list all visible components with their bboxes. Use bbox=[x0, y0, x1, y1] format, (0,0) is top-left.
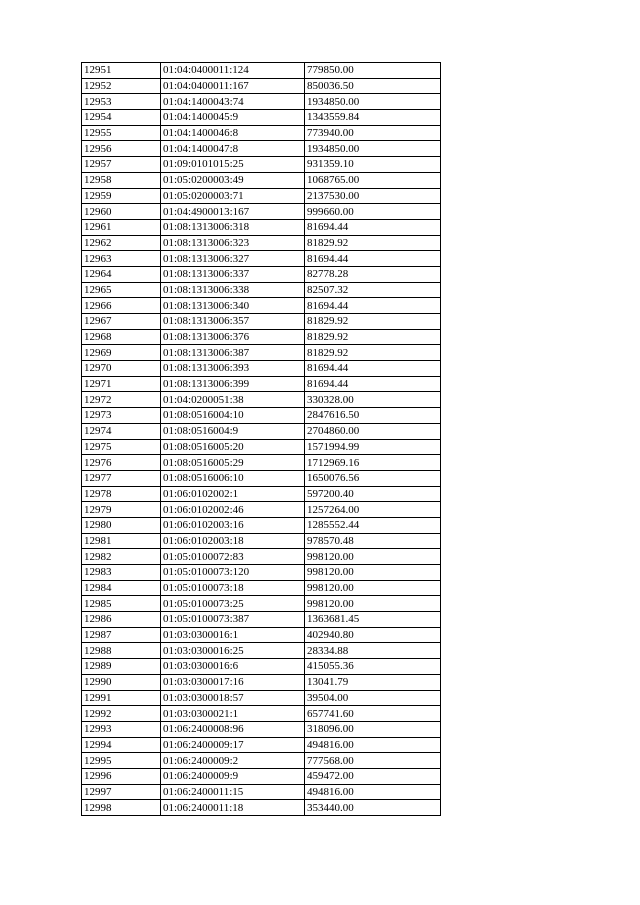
value-cell: 777568.00 bbox=[305, 753, 441, 769]
row-number-cell: 12989 bbox=[82, 659, 161, 675]
cadastral-number-cell: 01:08:1313006:376 bbox=[161, 329, 305, 345]
value-cell: 850036.50 bbox=[305, 78, 441, 94]
value-cell: 459472.00 bbox=[305, 768, 441, 784]
table-row bbox=[82, 627, 441, 643]
value-cell: 494816.00 bbox=[305, 737, 441, 753]
row-number-cell: 12969 bbox=[82, 345, 161, 361]
row-number-cell: 12980 bbox=[82, 517, 161, 533]
value-cell: 494816.00 bbox=[305, 784, 441, 800]
row-number-cell: 12953 bbox=[82, 94, 161, 110]
row-number-cell: 12968 bbox=[82, 329, 161, 345]
row-number-cell: 12998 bbox=[82, 800, 161, 816]
row-number-cell: 12990 bbox=[82, 674, 161, 690]
cadastral-number-cell: 01:06:2400008:96 bbox=[161, 721, 305, 737]
row-number-cell: 12986 bbox=[82, 612, 161, 628]
cadastral-number-cell: 01:06:2400009:17 bbox=[161, 737, 305, 753]
row-number-cell: 12992 bbox=[82, 706, 161, 722]
table-row bbox=[82, 565, 441, 581]
cadastral-number-cell: 01:08:1313006:323 bbox=[161, 235, 305, 251]
row-number-cell: 12988 bbox=[82, 643, 161, 659]
table-row bbox=[82, 517, 441, 533]
cadastral-number-cell: 01:06:2400011:18 bbox=[161, 800, 305, 816]
value-cell: 773940.00 bbox=[305, 125, 441, 141]
table-row bbox=[82, 439, 441, 455]
value-cell: 81694.44 bbox=[305, 361, 441, 377]
value-cell: 330328.00 bbox=[305, 392, 441, 408]
table-row bbox=[82, 219, 441, 235]
row-number-cell: 12991 bbox=[82, 690, 161, 706]
row-number-cell: 12956 bbox=[82, 141, 161, 157]
value-cell: 1934850.00 bbox=[305, 94, 441, 110]
cadastral-number-cell: 01:08:1313006:399 bbox=[161, 376, 305, 392]
row-number-cell: 12978 bbox=[82, 486, 161, 502]
value-cell: 415055.36 bbox=[305, 659, 441, 675]
value-cell: 998120.00 bbox=[305, 596, 441, 612]
table-row bbox=[82, 376, 441, 392]
table-row bbox=[82, 172, 441, 188]
table-row bbox=[82, 470, 441, 486]
table-row bbox=[82, 612, 441, 628]
cadastral-number-cell: 01:08:1313006:337 bbox=[161, 266, 305, 282]
cadastral-number-cell: 01:08:0516005:29 bbox=[161, 455, 305, 471]
cadastral-number-cell: 01:04:1400046:8 bbox=[161, 125, 305, 141]
cadastral-number-cell: 01:06:0102002:46 bbox=[161, 502, 305, 518]
row-number-cell: 12970 bbox=[82, 361, 161, 377]
table-row bbox=[82, 800, 441, 816]
cadastral-number-cell: 01:08:0516005:20 bbox=[161, 439, 305, 455]
row-number-cell: 12993 bbox=[82, 721, 161, 737]
value-cell: 13041.79 bbox=[305, 674, 441, 690]
value-cell: 978570.48 bbox=[305, 533, 441, 549]
row-number-cell: 12985 bbox=[82, 596, 161, 612]
cadastral-number-cell: 01:06:0102003:18 bbox=[161, 533, 305, 549]
table-row bbox=[82, 345, 441, 361]
table-row bbox=[82, 659, 441, 675]
table-row bbox=[82, 63, 441, 79]
row-number-cell: 12952 bbox=[82, 78, 161, 94]
row-number-cell: 12995 bbox=[82, 753, 161, 769]
table-row bbox=[82, 235, 441, 251]
table-row bbox=[82, 282, 441, 298]
row-number-cell: 12972 bbox=[82, 392, 161, 408]
table-row bbox=[82, 408, 441, 424]
value-cell: 402940.80 bbox=[305, 627, 441, 643]
table-row bbox=[82, 533, 441, 549]
value-cell: 318096.00 bbox=[305, 721, 441, 737]
cadastral-number-cell: 01:08:1313006:338 bbox=[161, 282, 305, 298]
row-number-cell: 12975 bbox=[82, 439, 161, 455]
value-cell: 39504.00 bbox=[305, 690, 441, 706]
row-number-cell: 12955 bbox=[82, 125, 161, 141]
cadastral-number-cell: 01:06:0102002:1 bbox=[161, 486, 305, 502]
cadastral-number-cell: 01:05:0100073:18 bbox=[161, 580, 305, 596]
value-cell: 1571994.99 bbox=[305, 439, 441, 455]
cadastral-number-cell: 01:04:0400011:124 bbox=[161, 63, 305, 79]
table-row bbox=[82, 141, 441, 157]
cadastral-number-cell: 01:08:1313006:387 bbox=[161, 345, 305, 361]
value-cell: 81694.44 bbox=[305, 219, 441, 235]
table-row bbox=[82, 486, 441, 502]
table-row bbox=[82, 251, 441, 267]
cadastral-number-cell: 01:09:0101015:25 bbox=[161, 157, 305, 173]
cadastral-number-cell: 01:04:1400043:74 bbox=[161, 94, 305, 110]
row-number-cell: 12996 bbox=[82, 768, 161, 784]
value-cell: 998120.00 bbox=[305, 580, 441, 596]
table-row bbox=[82, 674, 441, 690]
cadastral-number-cell: 01:03:0300016:6 bbox=[161, 659, 305, 675]
table-row bbox=[82, 204, 441, 220]
value-cell: 81694.44 bbox=[305, 251, 441, 267]
row-number-cell: 12987 bbox=[82, 627, 161, 643]
table-row bbox=[82, 94, 441, 110]
table-row bbox=[82, 157, 441, 173]
row-number-cell: 12981 bbox=[82, 533, 161, 549]
value-cell: 1363681.45 bbox=[305, 612, 441, 628]
table-body bbox=[82, 63, 441, 816]
row-number-cell: 12966 bbox=[82, 298, 161, 314]
value-cell: 779850.00 bbox=[305, 63, 441, 79]
value-cell: 81829.92 bbox=[305, 345, 441, 361]
row-number-cell: 12983 bbox=[82, 565, 161, 581]
value-cell: 1712969.16 bbox=[305, 455, 441, 471]
table-row bbox=[82, 549, 441, 565]
table-row bbox=[82, 110, 441, 126]
row-number-cell: 12961 bbox=[82, 219, 161, 235]
cadastral-number-cell: 01:05:0200003:49 bbox=[161, 172, 305, 188]
table-row bbox=[82, 78, 441, 94]
table-row bbox=[82, 706, 441, 722]
table-row bbox=[82, 188, 441, 204]
value-cell: 998120.00 bbox=[305, 549, 441, 565]
row-number-cell: 12960 bbox=[82, 204, 161, 220]
table-row bbox=[82, 690, 441, 706]
table-row bbox=[82, 580, 441, 596]
value-cell: 82778.28 bbox=[305, 266, 441, 282]
row-number-cell: 12965 bbox=[82, 282, 161, 298]
row-number-cell: 12963 bbox=[82, 251, 161, 267]
data-table bbox=[81, 62, 441, 816]
cadastral-number-cell: 01:04:1400045:9 bbox=[161, 110, 305, 126]
cadastral-number-cell: 01:08:1313006:327 bbox=[161, 251, 305, 267]
value-cell: 1257264.00 bbox=[305, 502, 441, 518]
value-cell: 81829.92 bbox=[305, 235, 441, 251]
table-row bbox=[82, 329, 441, 345]
row-number-cell: 12967 bbox=[82, 314, 161, 330]
row-number-cell: 12959 bbox=[82, 188, 161, 204]
value-cell: 998120.00 bbox=[305, 565, 441, 581]
row-number-cell: 12977 bbox=[82, 470, 161, 486]
table-row bbox=[82, 784, 441, 800]
cadastral-number-cell: 01:08:1313006:393 bbox=[161, 361, 305, 377]
cadastral-number-cell: 01:05:0100073:25 bbox=[161, 596, 305, 612]
row-number-cell: 12971 bbox=[82, 376, 161, 392]
row-number-cell: 12957 bbox=[82, 157, 161, 173]
cadastral-number-cell: 01:08:0516004:10 bbox=[161, 408, 305, 424]
value-cell: 1934850.00 bbox=[305, 141, 441, 157]
table-row bbox=[82, 643, 441, 659]
cadastral-number-cell: 01:04:0400011:167 bbox=[161, 78, 305, 94]
cadastral-number-cell: 01:06:2400009:2 bbox=[161, 753, 305, 769]
row-number-cell: 12979 bbox=[82, 502, 161, 518]
value-cell: 81829.92 bbox=[305, 329, 441, 345]
table-row bbox=[82, 753, 441, 769]
cadastral-number-cell: 01:06:2400009:9 bbox=[161, 768, 305, 784]
table-row bbox=[82, 298, 441, 314]
table-row bbox=[82, 392, 441, 408]
cadastral-number-cell: 01:08:1313006:318 bbox=[161, 219, 305, 235]
value-cell: 82507.32 bbox=[305, 282, 441, 298]
row-number-cell: 12982 bbox=[82, 549, 161, 565]
value-cell: 1285552.44 bbox=[305, 517, 441, 533]
table-row bbox=[82, 125, 441, 141]
cadastral-number-cell: 01:03:0300016:25 bbox=[161, 643, 305, 659]
cadastral-number-cell: 01:03:0300017:16 bbox=[161, 674, 305, 690]
value-cell: 1650076.56 bbox=[305, 470, 441, 486]
cadastral-number-cell: 01:08:1313006:340 bbox=[161, 298, 305, 314]
table-row bbox=[82, 737, 441, 753]
table-row bbox=[82, 266, 441, 282]
cadastral-number-cell: 01:06:0102003:16 bbox=[161, 517, 305, 533]
cadastral-number-cell: 01:08:0516006:10 bbox=[161, 470, 305, 486]
value-cell: 2847616.50 bbox=[305, 408, 441, 424]
row-number-cell: 12974 bbox=[82, 423, 161, 439]
table-row bbox=[82, 361, 441, 377]
cadastral-number-cell: 01:03:0300016:1 bbox=[161, 627, 305, 643]
table-row bbox=[82, 502, 441, 518]
row-number-cell: 12954 bbox=[82, 110, 161, 126]
value-cell: 597200.40 bbox=[305, 486, 441, 502]
table-row bbox=[82, 768, 441, 784]
row-number-cell: 12958 bbox=[82, 172, 161, 188]
value-cell: 28334.88 bbox=[305, 643, 441, 659]
value-cell: 81829.92 bbox=[305, 314, 441, 330]
cadastral-number-cell: 01:05:0100072:83 bbox=[161, 549, 305, 565]
cadastral-number-cell: 01:03:0300021:1 bbox=[161, 706, 305, 722]
row-number-cell: 12962 bbox=[82, 235, 161, 251]
cadastral-number-cell: 01:05:0100073:120 bbox=[161, 565, 305, 581]
cadastral-number-cell: 01:05:0100073:387 bbox=[161, 612, 305, 628]
table-row bbox=[82, 596, 441, 612]
value-cell: 2704860.00 bbox=[305, 423, 441, 439]
value-cell: 2137530.00 bbox=[305, 188, 441, 204]
row-number-cell: 12994 bbox=[82, 737, 161, 753]
value-cell: 931359.10 bbox=[305, 157, 441, 173]
cadastral-number-cell: 01:03:0300018:57 bbox=[161, 690, 305, 706]
row-number-cell: 12997 bbox=[82, 784, 161, 800]
cadastral-number-cell: 01:04:0200051:38 bbox=[161, 392, 305, 408]
value-cell: 1343559.84 bbox=[305, 110, 441, 126]
cadastral-number-cell: 01:04:1400047:8 bbox=[161, 141, 305, 157]
cadastral-number-cell: 01:08:1313006:357 bbox=[161, 314, 305, 330]
table-row bbox=[82, 721, 441, 737]
value-cell: 1068765.00 bbox=[305, 172, 441, 188]
table-row bbox=[82, 455, 441, 471]
cadastral-number-cell: 01:08:0516004:9 bbox=[161, 423, 305, 439]
row-number-cell: 12951 bbox=[82, 63, 161, 79]
cadastral-number-cell: 01:06:2400011:15 bbox=[161, 784, 305, 800]
row-number-cell: 12973 bbox=[82, 408, 161, 424]
cadastral-number-cell: 01:05:0200003:71 bbox=[161, 188, 305, 204]
value-cell: 353440.00 bbox=[305, 800, 441, 816]
table-row bbox=[82, 314, 441, 330]
row-number-cell: 12976 bbox=[82, 455, 161, 471]
value-cell: 81694.44 bbox=[305, 376, 441, 392]
value-cell: 657741.60 bbox=[305, 706, 441, 722]
row-number-cell: 12964 bbox=[82, 266, 161, 282]
value-cell: 999660.00 bbox=[305, 204, 441, 220]
row-number-cell: 12984 bbox=[82, 580, 161, 596]
table-row bbox=[82, 423, 441, 439]
value-cell: 81694.44 bbox=[305, 298, 441, 314]
cadastral-number-cell: 01:04:4900013:167 bbox=[161, 204, 305, 220]
